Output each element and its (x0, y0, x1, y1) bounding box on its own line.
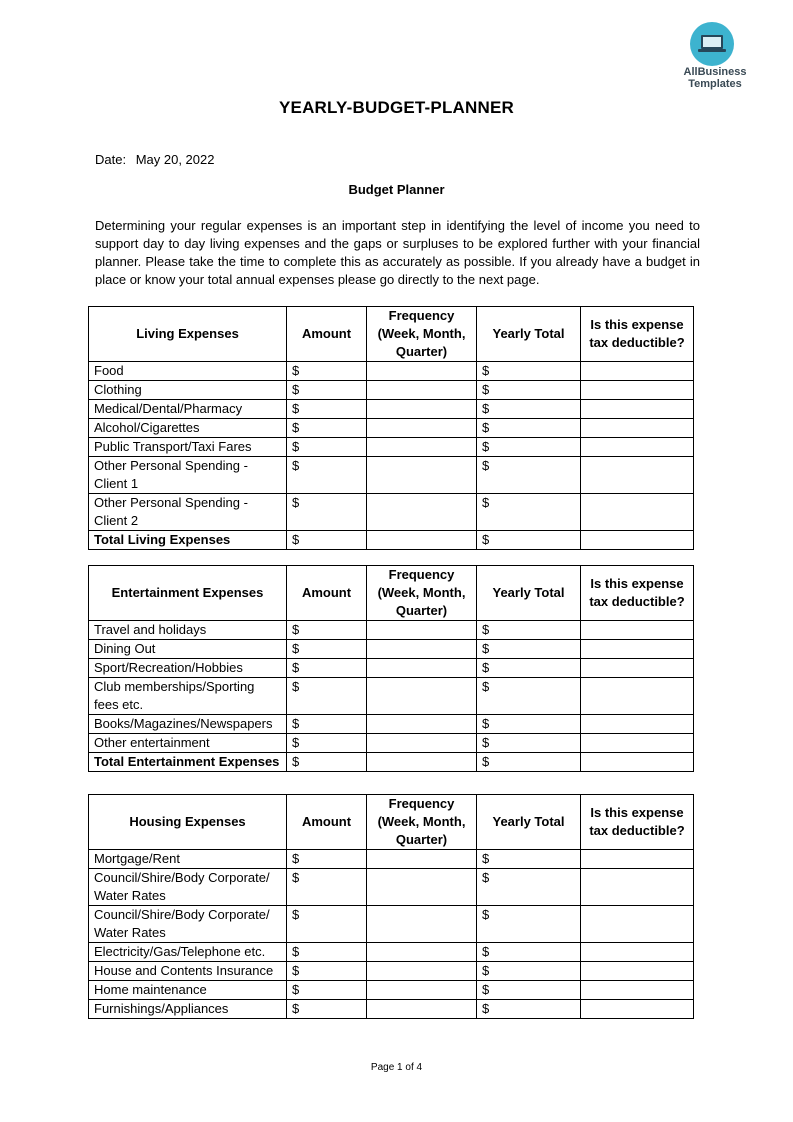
logo-text (680, 66, 750, 90)
amount-cell[interactable]: $ (287, 906, 367, 943)
table-row (89, 494, 694, 531)
table-row (89, 1000, 694, 1019)
yearly-total-cell[interactable]: $ (477, 640, 581, 659)
tax-deductible-cell[interactable] (581, 715, 694, 734)
laptop-icon (690, 22, 734, 66)
yearly-total-cell[interactable]: $ (477, 981, 581, 1000)
total-yearly-cell[interactable]: $ (477, 753, 581, 772)
section-subtitle: Budget Planner (348, 182, 445, 197)
amount-cell[interactable]: $ (287, 640, 367, 659)
frequency-cell[interactable] (367, 381, 477, 400)
amount-cell[interactable]: $ (287, 943, 367, 962)
yearly-total-cell[interactable]: $ (477, 457, 581, 494)
expense-label: Other Personal Spending - Client 2 (89, 494, 287, 531)
frequency-cell[interactable] (367, 906, 477, 943)
table-row (89, 906, 694, 943)
amount-cell[interactable]: $ (287, 678, 367, 715)
amount-header: Amount (287, 307, 367, 362)
expense-label: Public Transport/Taxi Fares (89, 438, 287, 457)
table-row (89, 678, 694, 715)
expense-label: Electricity/Gas/Telephone etc. (89, 943, 287, 962)
living-expenses-table (88, 306, 694, 550)
frequency-cell[interactable] (367, 640, 477, 659)
expense-label: Medical/Dental/Pharmacy (89, 400, 287, 419)
tax-deductible-cell[interactable] (581, 906, 694, 943)
amount-cell[interactable]: $ (287, 869, 367, 906)
tax-deductible-cell[interactable] (581, 400, 694, 419)
tax-deductible-cell[interactable] (581, 659, 694, 678)
tax-deductible-cell[interactable] (581, 981, 694, 1000)
amount-cell[interactable]: $ (287, 715, 367, 734)
frequency-cell[interactable] (367, 494, 477, 531)
expense-label: Travel and holidays (89, 621, 287, 640)
tax-deductible-cell[interactable] (581, 381, 694, 400)
amount-cell[interactable]: $ (287, 659, 367, 678)
category-header: Living Expenses (89, 307, 287, 362)
frequency-header: Frequency (Week, Month, Quarter) (367, 566, 477, 621)
yearly-total-cell[interactable]: $ (477, 621, 581, 640)
frequency-cell[interactable] (367, 850, 477, 869)
logo-line-1: AllBusiness (683, 66, 747, 78)
frequency-cell[interactable] (367, 1000, 477, 1019)
frequency-cell[interactable] (367, 400, 477, 419)
yearly-total-cell[interactable]: $ (477, 419, 581, 438)
amount-cell[interactable]: $ (287, 621, 367, 640)
tax-deductible-cell[interactable] (581, 362, 694, 381)
expense-label: Mortgage/Rent (89, 850, 287, 869)
frequency-cell[interactable] (367, 678, 477, 715)
table-row (89, 362, 694, 381)
frequency-cell[interactable] (367, 621, 477, 640)
table-row (89, 400, 694, 419)
yearly-total-cell[interactable]: $ (477, 659, 581, 678)
yearly-total-cell[interactable]: $ (477, 850, 581, 869)
table-row (89, 981, 694, 1000)
yearly-total-header: Yearly Total (477, 307, 581, 362)
frequency-cell[interactable] (367, 659, 477, 678)
amount-cell[interactable]: $ (287, 962, 367, 981)
intro-paragraph: Determining your regular expenses is an important step in identifying the level of income you need to support day to day living expenses and the gaps or surpluses to be explored further with your financial planner. Please take the time to complete this as accurately as possible. If you already have a budget in place or know your total annual expenses please go directly to the next page. (95, 218, 700, 287)
date-line (95, 152, 220, 167)
frequency-cell[interactable] (367, 943, 477, 962)
amount-cell[interactable]: $ (287, 362, 367, 381)
frequency-cell[interactable] (367, 362, 477, 381)
table-row (89, 734, 694, 753)
expense-label: Council/Shire/Body Corporate/ Water Rates (89, 869, 287, 906)
expense-label: Food (89, 362, 287, 381)
tax-deductible-cell[interactable] (581, 962, 694, 981)
frequency-header: Frequency (Week, Month, Quarter) (367, 307, 477, 362)
yearly-total-header: Yearly Total (477, 566, 581, 621)
amount-header: Amount (287, 566, 367, 621)
yearly-total-cell[interactable]: $ (477, 362, 581, 381)
logo-line-2: Templates (688, 78, 742, 90)
total-label: Total Living Expenses (89, 531, 287, 550)
frequency-cell[interactable] (367, 734, 477, 753)
total-row (89, 753, 694, 772)
expense-label: House and Contents Insurance (89, 962, 287, 981)
tax-deductible-header: Is this expense tax deductible? (581, 795, 694, 850)
yearly-total-cell[interactable]: $ (477, 734, 581, 753)
category-header: Housing Expenses (89, 795, 287, 850)
expense-label: Club memberships/Sporting fees etc. (89, 678, 287, 715)
table-row (89, 621, 694, 640)
expense-label: Home maintenance (89, 981, 287, 1000)
date-value: May 20, 2022 (135, 152, 215, 167)
frequency-cell[interactable] (367, 981, 477, 1000)
expense-label: Other Personal Spending - Client 1 (89, 457, 287, 494)
table-row (89, 381, 694, 400)
yearly-total-cell[interactable]: $ (477, 678, 581, 715)
tax-deductible-cell[interactable] (581, 457, 694, 494)
page-title: YEARLY-BUDGET-PLANNER (279, 98, 514, 117)
table-row (89, 438, 694, 457)
amount-cell[interactable]: $ (287, 1000, 367, 1019)
table-row (89, 943, 694, 962)
expense-label: Council/Shire/Body Corporate/ Water Rates (89, 906, 287, 943)
total-tax-cell[interactable] (581, 753, 694, 772)
frequency-cell[interactable] (367, 869, 477, 906)
table-row (89, 659, 694, 678)
date-label: Date: (95, 152, 127, 167)
table-row (89, 715, 694, 734)
total-amount-cell[interactable]: $ (287, 531, 367, 550)
tax-deductible-cell[interactable] (581, 640, 694, 659)
entertainment-expenses-table (88, 565, 694, 772)
amount-cell[interactable]: $ (287, 494, 367, 531)
yearly-total-cell[interactable]: $ (477, 381, 581, 400)
amount-cell[interactable]: $ (287, 381, 367, 400)
table-row (89, 962, 694, 981)
total-frequency-cell[interactable] (367, 753, 477, 772)
frequency-cell[interactable] (367, 419, 477, 438)
tax-deductible-cell[interactable] (581, 678, 694, 715)
table-row (89, 869, 694, 906)
total-tax-cell[interactable] (581, 531, 694, 550)
table-row (89, 640, 694, 659)
amount-cell[interactable]: $ (287, 438, 367, 457)
table-header-row (89, 795, 694, 850)
yearly-total-cell[interactable]: $ (477, 438, 581, 457)
total-frequency-cell[interactable] (367, 531, 477, 550)
tax-deductible-cell[interactable] (581, 494, 694, 531)
table-row (89, 419, 694, 438)
tax-deductible-cell[interactable] (581, 943, 694, 962)
tax-deductible-cell[interactable] (581, 1000, 694, 1019)
tax-deductible-cell[interactable] (581, 438, 694, 457)
page-number: Page 1 of 4 (370, 1062, 423, 1073)
tax-deductible-header: Is this expense tax deductible? (581, 307, 694, 362)
yearly-total-cell[interactable]: $ (477, 962, 581, 981)
frequency-header: Frequency (Week, Month, Quarter) (367, 795, 477, 850)
frequency-cell[interactable] (367, 438, 477, 457)
amount-cell[interactable]: $ (287, 981, 367, 1000)
yearly-total-cell[interactable]: $ (477, 943, 581, 962)
expense-label: Dining Out (89, 640, 287, 659)
yearly-total-header: Yearly Total (477, 795, 581, 850)
amount-cell[interactable]: $ (287, 850, 367, 869)
yearly-total-cell[interactable]: $ (477, 869, 581, 906)
expense-label: Other entertainment (89, 734, 287, 753)
yearly-total-cell[interactable]: $ (477, 494, 581, 531)
table-header-row (89, 307, 694, 362)
yearly-total-cell[interactable]: $ (477, 715, 581, 734)
frequency-cell[interactable] (367, 962, 477, 981)
amount-cell[interactable]: $ (287, 457, 367, 494)
total-label: Total Entertainment Expenses (89, 753, 287, 772)
frequency-cell[interactable] (367, 715, 477, 734)
tax-deductible-cell[interactable] (581, 419, 694, 438)
housing-expenses-table (88, 794, 694, 1019)
expense-label: Alcohol/Cigarettes (89, 419, 287, 438)
tax-deductible-header: Is this expense tax deductible? (581, 566, 694, 621)
frequency-cell[interactable] (367, 457, 477, 494)
expense-label: Clothing (89, 381, 287, 400)
amount-cell[interactable]: $ (287, 400, 367, 419)
expense-label: Books/Magazines/Newspapers (89, 715, 287, 734)
expense-label: Furnishings/Appliances (89, 1000, 287, 1019)
yearly-total-cell[interactable]: $ (477, 1000, 581, 1019)
yearly-total-cell[interactable]: $ (477, 400, 581, 419)
total-row (89, 531, 694, 550)
amount-cell[interactable]: $ (287, 419, 367, 438)
expense-label: Sport/Recreation/Hobbies (89, 659, 287, 678)
amount-header: Amount (287, 795, 367, 850)
tax-deductible-cell[interactable] (581, 621, 694, 640)
yearly-total-cell[interactable]: $ (477, 906, 581, 943)
table-row (89, 457, 694, 494)
table-header-row (89, 566, 694, 621)
category-header: Entertainment Expenses (89, 566, 287, 621)
total-amount-cell[interactable]: $ (287, 753, 367, 772)
total-yearly-cell[interactable]: $ (477, 531, 581, 550)
table-row (89, 850, 694, 869)
amount-cell[interactable]: $ (287, 734, 367, 753)
tax-deductible-cell[interactable] (581, 869, 694, 906)
tax-deductible-cell[interactable] (581, 850, 694, 869)
tax-deductible-cell[interactable] (581, 734, 694, 753)
